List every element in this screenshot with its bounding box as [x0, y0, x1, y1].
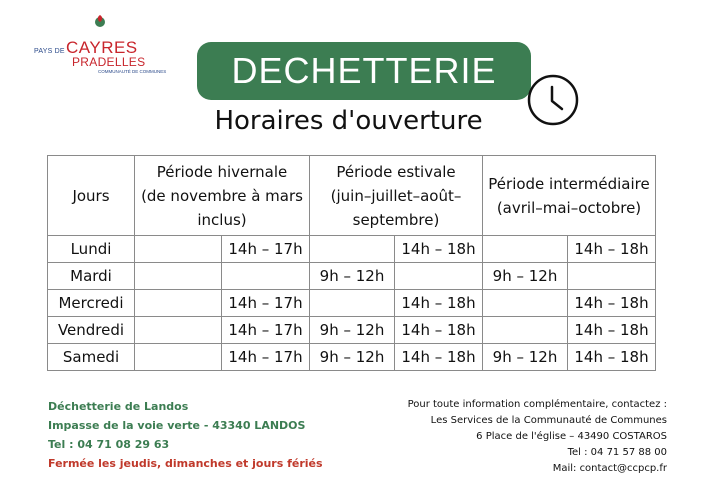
closing-days: Fermée les jeudis, dimanches et jours fériés — [48, 457, 323, 470]
header-periode-intermediaire: Période intermédiaire (avril–mai–octobre) — [483, 156, 656, 236]
title-banner — [197, 42, 531, 100]
hours-cell — [310, 236, 395, 263]
hours-cell: 9h – 12h — [310, 263, 395, 290]
hours-cell: 9h – 12h — [310, 317, 395, 344]
hours-cell — [135, 263, 222, 290]
table-row — [48, 263, 656, 290]
hours-cell — [222, 263, 310, 290]
hours-cell — [395, 263, 483, 290]
page-title: DECHETTERIE — [231, 50, 497, 91]
hours-cell: 14h – 17h — [222, 290, 310, 317]
hours-cell: 14h – 17h — [222, 344, 310, 371]
hours-cell: 14h – 18h — [395, 344, 483, 371]
contact-organisation: Les Services de la Communauté de Communes — [430, 415, 667, 426]
logo-text-pays: PAYS DE — [34, 48, 65, 55]
day-cell: Vendredi — [48, 317, 135, 344]
header-jours: Jours — [48, 156, 135, 236]
contact-phone: Tel : 04 71 57 88 00 — [567, 447, 667, 458]
hours-cell — [568, 263, 656, 290]
hours-cell: 14h – 18h — [568, 317, 656, 344]
logo-text-communaute: COMMUNAUTÉ DE COMMUNES — [98, 69, 167, 74]
hours-cell — [483, 290, 568, 317]
hours-cell: 14h – 18h — [568, 344, 656, 371]
day-cell: Lundi — [48, 236, 135, 263]
header-periode-estivale: Période estivale (juin–juillet–août– septembre) — [310, 156, 483, 236]
logo — [22, 14, 167, 74]
day-cell: Mardi — [48, 263, 135, 290]
hours-cell — [135, 236, 222, 263]
contact-intro: Pour toute information complémentaire, contactez : — [407, 399, 667, 410]
footer-site-info — [48, 397, 323, 473]
table-row — [48, 290, 656, 317]
hours-cell — [135, 290, 222, 317]
site-phone: Tel : 04 71 08 29 63 — [48, 438, 170, 451]
contact-email: Mail: contact@ccpcp.fr — [552, 463, 667, 474]
hours-cell — [483, 236, 568, 263]
header-periode-hivernale: Période hivernale (de novembre à mars inclus) — [135, 156, 310, 236]
hours-cell: 9h – 12h — [483, 344, 568, 371]
hours-cell: 14h – 18h — [395, 236, 483, 263]
footer-contact-info — [408, 397, 667, 477]
hours-cell: 14h – 18h — [568, 290, 656, 317]
hours-cell — [483, 317, 568, 344]
hours-cell: 9h – 12h — [483, 263, 568, 290]
leaf-icon — [94, 14, 106, 28]
day-cell: Samedi — [48, 344, 135, 371]
site-address: Impasse de la voie verte - 43340 LANDOS — [48, 419, 306, 432]
hours-cell: 9h – 12h — [310, 344, 395, 371]
contact-address: 6 Place de l'église – 43490 COSTAROS — [476, 431, 667, 442]
hours-cell — [310, 290, 395, 317]
hours-cell: 14h – 18h — [395, 290, 483, 317]
hours-cell: 14h – 18h — [568, 236, 656, 263]
table-row — [48, 344, 656, 371]
day-cell: Mercredi — [48, 290, 135, 317]
hours-cell: 14h – 18h — [395, 317, 483, 344]
logo-text-cayres: CAYRES — [66, 38, 138, 57]
hours-cell: 14h – 17h — [222, 317, 310, 344]
hours-cell: 14h – 17h — [222, 236, 310, 263]
table-row — [48, 236, 656, 263]
table-row — [48, 317, 656, 344]
logo-text-pradelles: PRADELLES — [72, 55, 146, 69]
page-subtitle: Horaires d'ouverture — [214, 106, 483, 136]
schedule-table — [47, 155, 656, 371]
table-header-row — [48, 156, 656, 236]
site-name: Déchetterie de Landos — [48, 400, 189, 413]
hours-cell — [135, 344, 222, 371]
hours-cell — [135, 317, 222, 344]
